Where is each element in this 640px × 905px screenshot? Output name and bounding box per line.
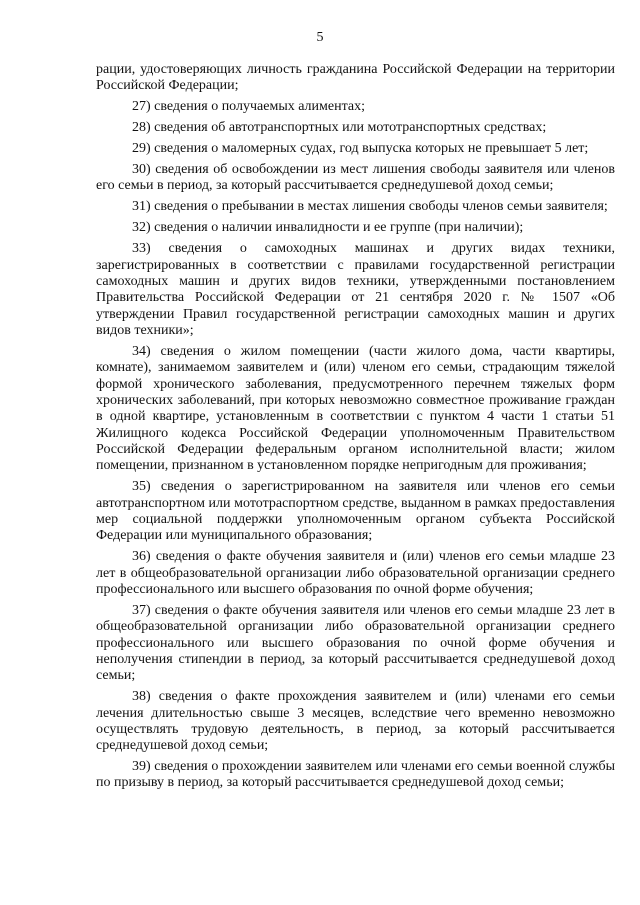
document-body xyxy=(96,62,615,796)
list-item-28: 28) сведения об автотранспортных или мототранспортных средствах; xyxy=(132,120,547,136)
list-item-27: 27) сведения о получаемых алиментах; xyxy=(132,99,365,115)
paragraph-continuation: рации, удостоверяющих личность гражданина Российской Федерации на территории Российской Федерации; xyxy=(96,62,615,94)
list-item-29: 29) сведения о маломерных судах, год выпуска которых не превышает 5 лет; xyxy=(132,141,589,157)
list-item-32: 32) сведения о наличии инвалидности и ее группе (при наличии); xyxy=(132,220,524,236)
page-number: 5 xyxy=(316,30,324,45)
list-item-31: 31) сведения о пребывании в местах лишения свободы членов семьи заявителя; xyxy=(132,199,608,215)
list-item-38: 38) сведения о факте прохождения заявителем и (или) членами его семьи лечения длительностью свыше 3 месяцев, вследствие чего временно невозможно осуществлять трудовую деятельность, в период, за который рассчитывается среднедушевой доход семьи; xyxy=(96,689,615,754)
list-item-39: 39) сведения о прохождении заявителем или членами его семьи военной службы по призыву в период, за который рассчитывается среднедушевой доход семьи; xyxy=(96,759,615,791)
list-item-33: 33) сведения о самоходных машинах и других видах техники, зарегистрированных в соответствии с правилами государственной регистрации самоходных машин и других видов техники, утвержденными постановлением Правительства Российской Федерации от 21 сентября 2020 г. № 1507 «Об утверждении Правил государственной регистрации самоходных машин и других видов техники»; xyxy=(96,241,615,338)
list-item-34: 34) сведения о жилом помещении (части жилого дома, части квартиры, комнате), занимаемом заявителем и (или) членом его семьи, страдающим тяжелой формой хронического заболевания, предусмотренного перечнем тяжелых форм хронических заболеваний, при которых невозможно совместное проживание граждан в одной квартире, установленным в соответствии с пунктом 4 части 1 статьи 51 Жилищного кодекса Российской Федерации уполномоченным Правительством Российской Федерации федеральным органом исполнительной власти; жилом помещении, признанном в установленном порядке непригодным для проживания; xyxy=(96,343,615,474)
list-item-36: 36) сведения о факте обучения заявителя и (или) членов его семьи младше 23 лет в общеобразовательной организации либо образовательной организации среднего профессионального или высшего образования по очной форме обучения; xyxy=(96,549,615,597)
list-item-35: 35) сведения о зарегистрированном на заявителя или членов его семьи автотранспортном или мототраспортном средстве, выданном в рамках предоставления мер социальной поддержки уполномоченным органом субъекта Российской Федерации или муниципального образования; xyxy=(96,479,615,544)
list-item-30: 30) сведения об освобождении из мест лишения свободы заявителя или членов его семьи в период, за который рассчитывается среднедушевой доход семьи; xyxy=(96,162,615,194)
list-item-37: 37) сведения о факте обучения заявителя или членов его семьи младше 23 лет в общеобразовательной организации либо образовательной организации среднего профессионального или высшего образования по очной форме обучения и неполучения стипендии в период, за который рассчитывается среднедушевой доход семьи; xyxy=(96,602,615,684)
